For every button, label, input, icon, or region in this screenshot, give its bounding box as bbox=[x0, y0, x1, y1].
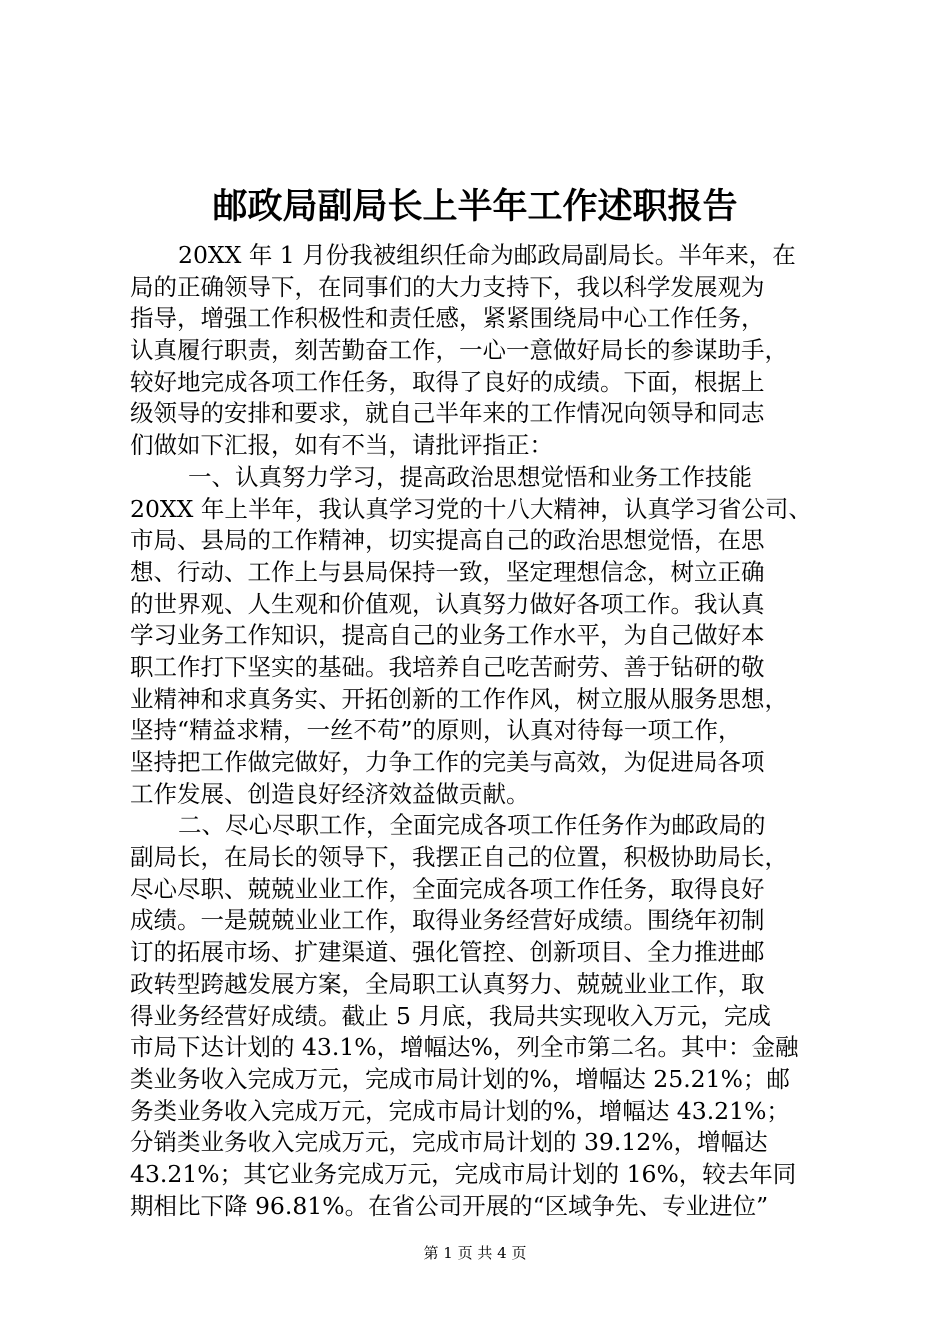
body-line: 得业务经营好成绩。截止 5 月底，我局共实现收入万元，完成 bbox=[130, 1001, 771, 1030]
body-line: 业精神和求真务实、开拓创新的工作作风，树立服从服务思想， bbox=[130, 684, 788, 713]
body-line: 指导，增强工作积极性和责任感，紧紧围绕局中心工作任务， bbox=[130, 304, 765, 333]
body-line: 的世界观、人生观和价值观，认真努力做好各项工作。我认真 bbox=[130, 589, 765, 618]
body-line: 分销类业务收入完成万元，完成市局计划的 39.12%，增幅达 bbox=[130, 1128, 768, 1157]
body-line: 订的拓展市场、扩建渠道、强化管控、创新项目、全力推进邮 bbox=[130, 938, 765, 967]
body-line: 政转型跨越发展方案，全局职工认真努力、兢兢业业工作，取 bbox=[130, 969, 765, 998]
body-line: 级领导的安排和要求，就自己半年来的工作情况向领导和同志 bbox=[130, 399, 765, 428]
body-line: 市局下达计划的 43.1%，增幅达%，列全市第二名。其中：金融 bbox=[130, 1033, 799, 1062]
body-line: 坚持把工作做完做好，力争工作的完美与高效，为促进局各项 bbox=[130, 748, 765, 776]
body-line: 职工作打下坚实的基础。我培养自己吃苦耐劳、善于钻研的敬 bbox=[130, 652, 765, 681]
body-line: 成绩。一是兢兢业业工作，取得业务经营好成绩。围绕年初制 bbox=[130, 906, 765, 935]
body-line: 市局、县局的工作精神，切实提高自己的政治思想觉悟，在思 bbox=[130, 526, 765, 555]
body-line: 尽心尽职、兢兢业业工作，全面完成各项工作任务，取得良好 bbox=[130, 874, 765, 903]
body-line: 20XX 年 1 月份我被组织任命为邮政局副局长。半年来，在 bbox=[178, 241, 796, 269]
body-line: 副局长，在局长的领导下，我摆正自己的位置，积极协助局长， bbox=[130, 843, 788, 872]
body-line: 期相比下降 96.81%。在省公司开展的“区域争先、专业进位” bbox=[130, 1191, 769, 1220]
section-heading: 一、认真努力学习，提高政治思想觉悟和业务工作技能 bbox=[188, 462, 752, 491]
body-line: 工作发展、创造良好经济效益做贡献。 bbox=[130, 779, 530, 808]
body-line: 务类业务收入完成万元，完成市局计划的%，增幅达 43.21%； bbox=[130, 1096, 790, 1125]
body-line: 学习业务工作知识，提高自己的业务工作水平，为自己做好本 bbox=[130, 621, 765, 650]
body-line: 较好地完成各项工作任务，取得了良好的成绩。下面，根据上 bbox=[130, 367, 765, 396]
section-heading: 二、尽心尽职工作，全面完成各项工作任务作为邮政局的 bbox=[178, 811, 766, 840]
document-title: 邮政局副局长上半年工作述职报告 bbox=[212, 186, 738, 227]
body-line: 想、行动、工作上与县局保持一致，坚定理想信念，树立正确 bbox=[130, 557, 765, 586]
body-line: 20XX 年上半年，我认真学习党的十八大精神，认真学习省公司、 bbox=[130, 494, 812, 523]
body-line: 认真履行职责，刻苦勤奋工作，一心一意做好局长的参谋助手， bbox=[130, 336, 788, 365]
document-body bbox=[130, 240, 830, 1222]
body-line: 们做如下汇报，如有不当，请批评指正： bbox=[130, 431, 553, 460]
body-line: 43.21%；其它业务完成万元，完成市局计划的 16%，较去年同 bbox=[130, 1159, 797, 1188]
body-line: 局的正确领导下，在同事们的大力支持下，我以科学发展观为 bbox=[130, 272, 765, 301]
body-line: 类业务收入完成万元，完成市局计划的%，增幅达 25.21%；邮 bbox=[130, 1064, 790, 1093]
body-line: 坚持“精益求精，一丝不苟”的原则，认真对待每一项工作， bbox=[130, 716, 742, 745]
page-footer: 第 1 页 共 4 页 bbox=[423, 1244, 527, 1262]
